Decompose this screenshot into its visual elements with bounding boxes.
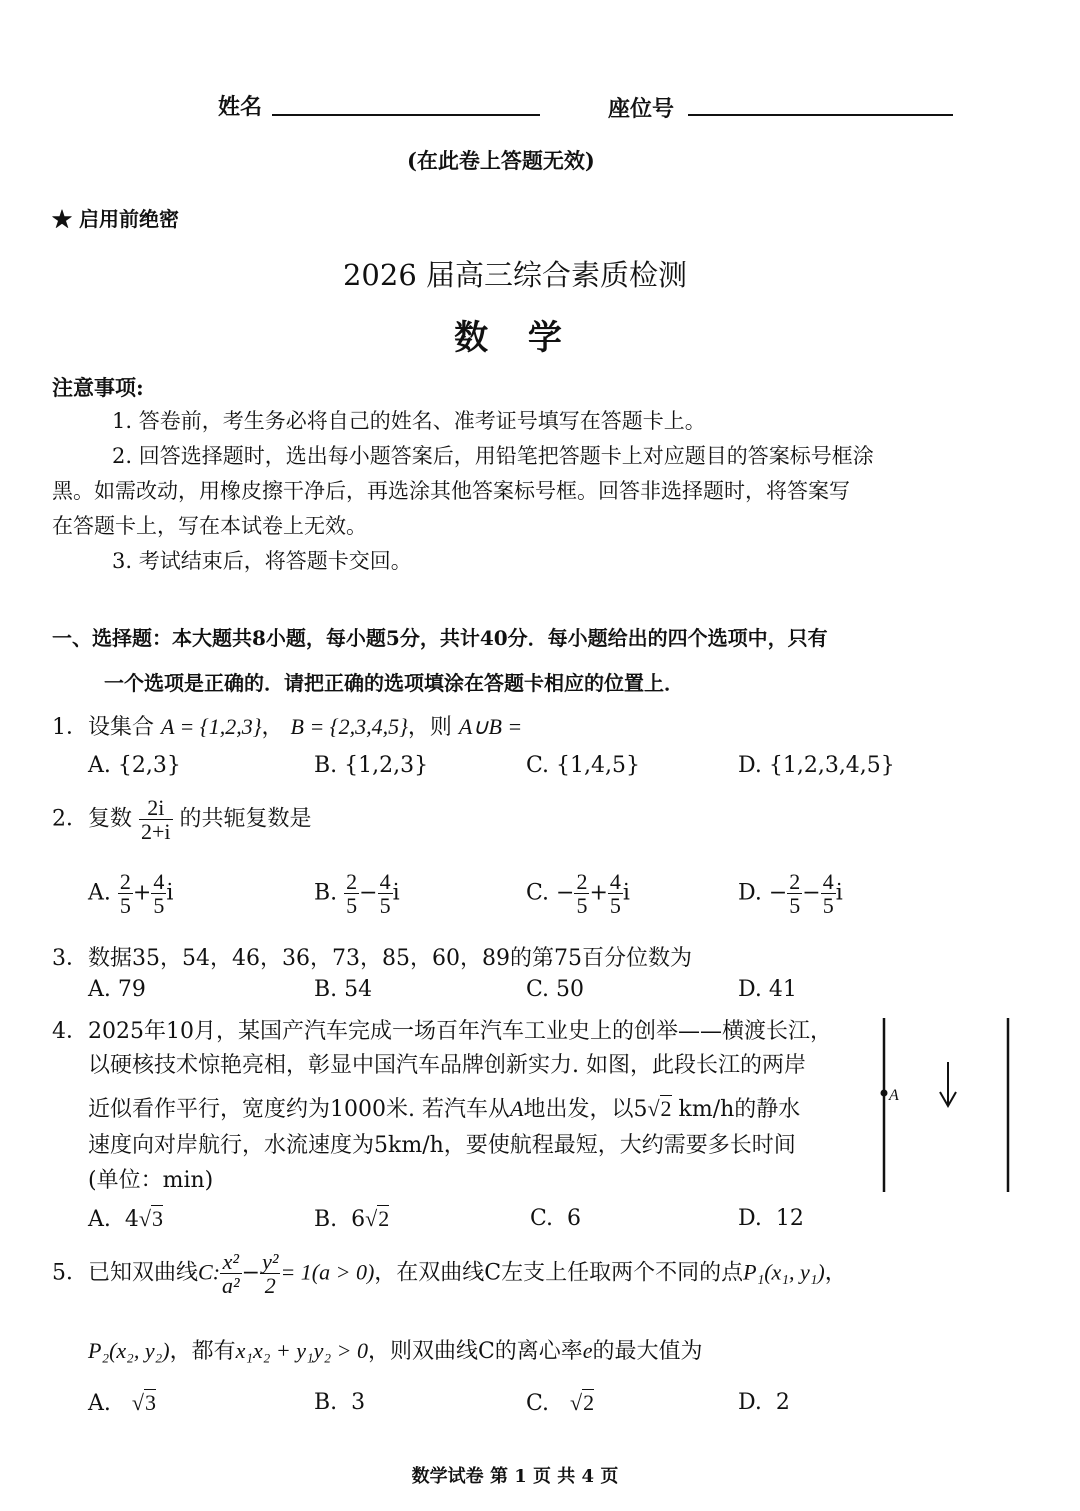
q1-number: 1． <box>52 715 88 740</box>
q5-fraction-2 <box>260 1250 280 1297</box>
q2-option-c-num2: 4 <box>609 869 621 894</box>
q4-option-a-letter: A. <box>88 1207 111 1232</box>
q5-option-d-letter: D. <box>738 1390 762 1415</box>
q2-number: 2． <box>52 806 88 832</box>
notes-item-2-line-1: 2. 回答选择题时，选出每小题答案后，用铅笔把答题卡上对应题目的答案标号框涂 <box>112 444 874 468</box>
q5-eccentricity-symbol: e <box>582 1338 593 1363</box>
q5-option-b-value: 3 <box>351 1390 366 1415</box>
q5-option-a <box>88 1390 156 1416</box>
q2-option-a-unit: i <box>166 880 174 906</box>
figure-label-a: A <box>889 1087 899 1104</box>
q2-fraction-numerator: 2i <box>139 796 173 820</box>
q4-line3-text-c: km/h的静水 <box>671 1097 801 1122</box>
q2-option-c-letter: C. <box>526 880 550 906</box>
seat-label: 座位号 <box>608 96 675 122</box>
q2-option-c-den2: 5 <box>609 893 621 919</box>
q1-suffix: ，则 <box>407 715 452 740</box>
q5-option-d <box>738 1390 790 1415</box>
q4-option-c-letter: C. <box>530 1206 554 1231</box>
question-3: 3．数据35，54，46，36，73，85，60，89的第75百分位数为 <box>52 946 692 971</box>
exam-title: 2026 届高三综合素质检测 <box>342 258 688 292</box>
q2-option-a-den1: 5 <box>119 893 131 919</box>
q2-option-c-den1: 5 <box>576 893 588 919</box>
q1-option-d: D. {1,2,3,4,5} <box>738 753 895 778</box>
q4-sqrt-radicand: 2 <box>660 1096 672 1121</box>
q2-option-b-den1: 5 <box>346 893 358 919</box>
q2-option-d-sign: − <box>768 880 788 906</box>
section-heading-line-2: 一个选项是正确的．请把正确的选项填涂在答题卡相应的位置上． <box>104 671 684 695</box>
q2-option-b-num1: 2 <box>346 869 358 894</box>
q2-option-d-den1: 5 <box>789 893 801 919</box>
q4-option-c <box>530 1206 581 1231</box>
q4-line3-text-a: 近似看作平行，宽度约为1000米. 若汽车从 <box>88 1097 510 1122</box>
q4-option-c-value: 6 <box>567 1206 582 1231</box>
q2-option-a-num2: 4 <box>153 869 165 894</box>
q5-option-c <box>526 1390 594 1416</box>
q1-option-b: B. {1,2,3} <box>314 753 429 778</box>
notes-heading: 注意事项: <box>52 375 144 400</box>
q2-option-d <box>738 870 843 917</box>
q2-fraction-denominator: 2+i <box>141 819 171 845</box>
q4-option-b <box>314 1206 389 1232</box>
q5-point-p2: P₂(x₂, y₂) <box>88 1338 170 1363</box>
q5-option-c-radicand: 2 <box>583 1390 595 1415</box>
q5-fraction-1-num: x² <box>220 1250 242 1274</box>
q4-point-a: A <box>509 1096 524 1121</box>
q2-option-c-op: + <box>589 880 608 906</box>
q2-option-c <box>526 870 630 917</box>
question-5-line-2 <box>88 1334 703 1365</box>
q5-line2-text-c: 的最大值为 <box>592 1339 703 1364</box>
q2-option-d-op: − <box>802 880 821 906</box>
name-label: 姓名 <box>218 94 263 120</box>
q4-line3-text-b: 地出发，以5 <box>523 1097 648 1122</box>
q4-option-b-sqrt: √2 <box>365 1206 390 1231</box>
q1-option-c: C. {1,4,5} <box>526 753 641 778</box>
q4-option-b-radicand: 2 <box>378 1206 390 1231</box>
q2-option-a <box>88 870 173 917</box>
question-4-line-5: (单位：min) <box>88 1168 214 1193</box>
q4-option-a-coef: 4 <box>124 1207 139 1232</box>
q5-number: 5． <box>52 1260 88 1286</box>
q2-option-c-num1: 2 <box>576 869 588 894</box>
q5-option-a-letter: A. <box>88 1391 111 1416</box>
section-heading-line-1: 一、选择题：本大题共8小题，每小题5分，共计40分．每小题给出的四个选项中，只有 <box>52 626 828 650</box>
q5-point-p1: P₁(x₁, y₁) <box>743 1259 825 1285</box>
q4-sqrt: √2 <box>647 1096 672 1121</box>
q5-fraction-1 <box>220 1250 242 1297</box>
q4-option-a-radicand: 3 <box>151 1206 163 1231</box>
river-figure <box>870 1012 1030 1198</box>
question-5-line-1 <box>52 1250 847 1297</box>
q1-sep: ， <box>261 715 284 740</box>
q2-option-b <box>314 870 400 917</box>
q2-option-a-letter: A. <box>88 880 111 906</box>
notes-item-2-line-2: 黑。如需改动，用橡皮擦干净后，再选涂其他答案标号框。回答非选择题时，将答案写 <box>52 479 850 503</box>
q2-option-a-num1: 2 <box>119 869 131 894</box>
q1-prefix: 设集合 <box>88 715 155 740</box>
q5-fraction-2-den: 2 <box>264 1273 276 1299</box>
q5-option-a-sqrt: √3 <box>131 1390 156 1415</box>
q5-fraction-1-den: a² <box>222 1273 240 1299</box>
q2-prefix: 复数 <box>88 806 133 832</box>
point-a-marker <box>881 1090 888 1097</box>
q2-option-b-unit: i <box>392 880 400 906</box>
question-1 <box>52 710 522 741</box>
q1-expression: A∪B = <box>458 714 523 739</box>
invalid-notice: (在此卷上答题无效) <box>407 148 595 173</box>
question-4-line-1: 4．2025年10月，某国产汽车完成一场百年汽车工业史上的创举——横渡长江， <box>52 1019 832 1044</box>
q5-condition: x₁x₂ + y₁y₂ > 0 <box>235 1338 368 1363</box>
q5-option-b <box>314 1390 365 1415</box>
q2-option-b-den2: 5 <box>379 893 391 919</box>
q2-option-d-num1: 2 <box>789 869 801 894</box>
q4-option-b-coef: 6 <box>351 1207 366 1232</box>
q1-set-a: A = {1,2,3} <box>161 714 262 739</box>
q4-option-d-value: 12 <box>775 1206 804 1231</box>
q5-option-c-letter: C. <box>526 1391 550 1416</box>
q2-option-c-sign: − <box>556 880 575 906</box>
q5-option-a-radicand: 3 <box>144 1390 156 1415</box>
q5-prefix: 已知双曲线 <box>88 1260 199 1286</box>
q5-middle-text: ，在双曲线C左支上任取两个不同的点 <box>374 1260 744 1286</box>
q4-option-d <box>738 1206 804 1231</box>
q2-fraction <box>139 796 173 843</box>
subject-title: 数 学 <box>454 318 576 358</box>
q2-option-d-den2: 5 <box>822 893 834 919</box>
question-4-line-2: 以硬核技术惊艳亮相，彰显中国汽车品牌创新实力. 如图，此段长江的两岸 <box>88 1053 806 1078</box>
q1-option-a: A. {2,3} <box>88 753 181 778</box>
q2-option-a-den2: 5 <box>153 893 165 919</box>
q3-option-c: C. 50 <box>526 977 585 1002</box>
q3-option-a: A. 79 <box>88 977 146 1002</box>
q2-option-a-op: + <box>132 880 152 906</box>
q2-option-b-letter: B. <box>314 880 338 906</box>
q2-suffix: 的共轭复数是 <box>179 806 312 832</box>
q2-option-d-num2: 4 <box>822 869 834 894</box>
q5-line2-text-a: ，都有 <box>169 1339 236 1364</box>
q2-option-d-letter: D. <box>738 880 762 906</box>
notes-item-2-line-3: 在答题卡上，写在本试卷上无效。 <box>52 514 367 538</box>
q4-option-d-letter: D. <box>738 1206 762 1231</box>
q3-option-d: D. 41 <box>738 977 797 1002</box>
q5-line2-text-b: ，则双曲线C的离心率 <box>367 1339 583 1364</box>
q2-option-b-num2: 4 <box>379 869 391 894</box>
q1-set-b: B = {2,3,4,5} <box>290 714 408 739</box>
q4-option-b-letter: B. <box>314 1207 338 1232</box>
question-4-line-4: 速度向对岸航行，水流速度为5km/h，要使航程最短，大约需要多长时间 <box>88 1133 796 1158</box>
q2-option-d-unit: i <box>835 880 843 906</box>
notes-item-3: 3. 考试结束后，将答题卡交回。 <box>112 549 412 573</box>
q5-option-c-sqrt: √2 <box>570 1390 595 1415</box>
q5-equation-rhs: = 1(a > 0) <box>280 1259 375 1285</box>
q2-option-b-op: − <box>359 880 378 906</box>
q5-option-d-value: 2 <box>775 1390 790 1415</box>
confidential-mark: ★ 启用前绝密 <box>52 207 179 231</box>
question-4-line-3 <box>88 1092 800 1123</box>
notes-item-1: 1. 答卷前，考生务必将自己的姓名、准考证号填写在答题卡上。 <box>112 409 706 433</box>
q3-option-b: B. 54 <box>314 977 373 1002</box>
name-blank-line <box>272 114 540 116</box>
q4-option-a-sqrt: √3 <box>138 1206 163 1231</box>
seat-blank-line <box>688 114 953 116</box>
q2-option-c-unit: i <box>622 880 630 906</box>
q5-tail: ， <box>824 1260 847 1286</box>
q5-minus: − <box>241 1260 261 1286</box>
q5-curve-name: C: <box>198 1259 221 1285</box>
q4-option-a <box>88 1206 163 1232</box>
question-2 <box>52 796 312 843</box>
page-footer: 数学试卷 第 1 页 共 4 页 <box>411 1466 619 1487</box>
q5-fraction-2-num: y² <box>262 1249 279 1274</box>
q5-option-b-letter: B. <box>314 1390 338 1415</box>
